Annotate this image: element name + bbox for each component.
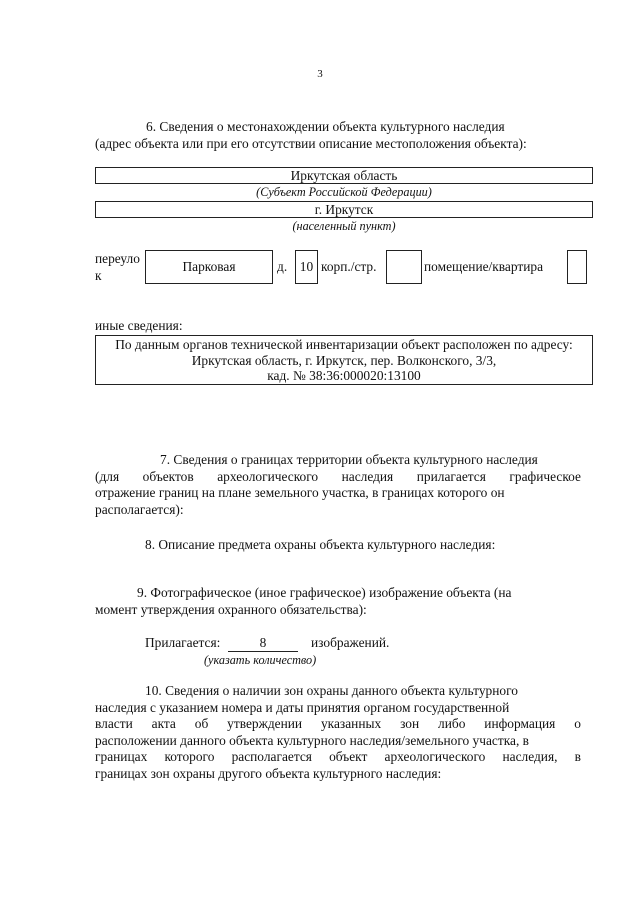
word: указанных bbox=[320, 716, 382, 731]
section-10-line-3 bbox=[95, 716, 581, 733]
section-7-line-2 bbox=[95, 469, 581, 486]
word: наследия bbox=[341, 468, 394, 484]
other-info-box bbox=[95, 335, 593, 385]
word: графическое bbox=[509, 468, 581, 484]
word: утверждении bbox=[227, 716, 303, 731]
other-info-label: иные сведения: bbox=[95, 318, 183, 333]
city-field bbox=[95, 201, 593, 218]
house-label: д. bbox=[277, 259, 288, 274]
building-field bbox=[386, 250, 422, 284]
section-7-line-3: отражение границ на плане земельного участка, в границах которого он bbox=[95, 485, 505, 500]
city-value: г. Иркутск bbox=[314, 202, 374, 217]
section-6-line-2: (адрес объекта или при его отсутствии описание местоположения объекта): bbox=[95, 135, 527, 151]
section-10-line-4: расположении данного объекта культурного наследия/земельного участка, в bbox=[95, 732, 529, 748]
attached-suffix: изображений. bbox=[311, 635, 390, 650]
house-value: 10 bbox=[299, 259, 314, 274]
word: археологического bbox=[217, 468, 319, 484]
section-10-line-5 bbox=[95, 749, 581, 766]
section-7-line-4: располагается): bbox=[95, 501, 184, 517]
attached-label: Прилагается: bbox=[145, 635, 221, 650]
room-field bbox=[567, 250, 587, 284]
word: наследия, bbox=[502, 749, 558, 764]
word: о bbox=[574, 716, 581, 731]
word: прилагается bbox=[416, 468, 486, 484]
house-field bbox=[295, 250, 318, 284]
word: археологического bbox=[384, 749, 486, 764]
word: в bbox=[574, 749, 581, 764]
street-value: Парковая bbox=[182, 259, 236, 274]
section-10-line-2: наследия с указанием номера и даты принятия органом государственной bbox=[95, 699, 510, 715]
other-info-line-3: кад. № 38:36:000020:13100 bbox=[267, 368, 421, 383]
street-field bbox=[145, 250, 273, 284]
word: объектов bbox=[142, 468, 194, 484]
section-9-line-2: момент утверждения охранного обязательства): bbox=[95, 601, 367, 617]
word: зон bbox=[400, 716, 420, 731]
section-10-line-1: 10. Сведения о наличии зон охраны данного объекта культурного bbox=[145, 683, 518, 698]
street-type-label bbox=[95, 251, 140, 284]
word: (для bbox=[95, 468, 120, 484]
attached-count-value: 8 bbox=[259, 635, 267, 650]
section-9-line-1: 9. Фотографическое (иное графическое) изображение объекта (на bbox=[137, 585, 512, 600]
region-value: Иркутская область bbox=[290, 168, 398, 183]
building-label: корп./стр. bbox=[321, 259, 377, 274]
street-type-line-2: к bbox=[95, 267, 102, 283]
region-caption: (Субъект Российской Федерации) bbox=[256, 185, 432, 199]
street-type-line-1: переуло bbox=[95, 251, 140, 266]
word: информация bbox=[484, 716, 556, 731]
section-7-line-1: 7. Сведения о границах территории объекта культурного наследия bbox=[160, 452, 538, 467]
city-caption: (населенный пункт) bbox=[292, 219, 396, 233]
attached-caption: (указать количество) bbox=[204, 653, 317, 667]
word: либо bbox=[438, 716, 466, 731]
section-7-text bbox=[95, 452, 581, 518]
other-info-line-1: По данным органов технической инвентаризации объект расположен по адресу: bbox=[115, 337, 573, 352]
word: границах bbox=[95, 749, 148, 764]
section-8-heading: 8. Описание предмета охраны объекта культурного наследия: bbox=[145, 537, 496, 552]
page-number: 3 bbox=[317, 68, 323, 80]
section-10-line-6: границах зон охраны другого объекта культурного наследия: bbox=[95, 765, 442, 781]
section-10-text bbox=[95, 683, 581, 782]
word: власти bbox=[95, 716, 133, 731]
region-field bbox=[95, 167, 593, 184]
section-6-heading bbox=[95, 119, 581, 152]
other-info-line-2: Иркутская область, г. Иркутск, пер. Волконского, 3/3, bbox=[191, 352, 497, 368]
word: акта bbox=[151, 716, 176, 731]
section-6-line-1: 6. Сведения о местонахождении объекта культурного наследия bbox=[146, 119, 505, 134]
word: объект bbox=[329, 749, 368, 764]
word: об bbox=[194, 716, 209, 731]
attached-count-field bbox=[228, 635, 298, 652]
section-9-text bbox=[95, 585, 581, 618]
word: которого bbox=[164, 749, 215, 764]
room-label: помещение/квартира bbox=[424, 259, 544, 274]
word: располагается bbox=[231, 749, 312, 764]
